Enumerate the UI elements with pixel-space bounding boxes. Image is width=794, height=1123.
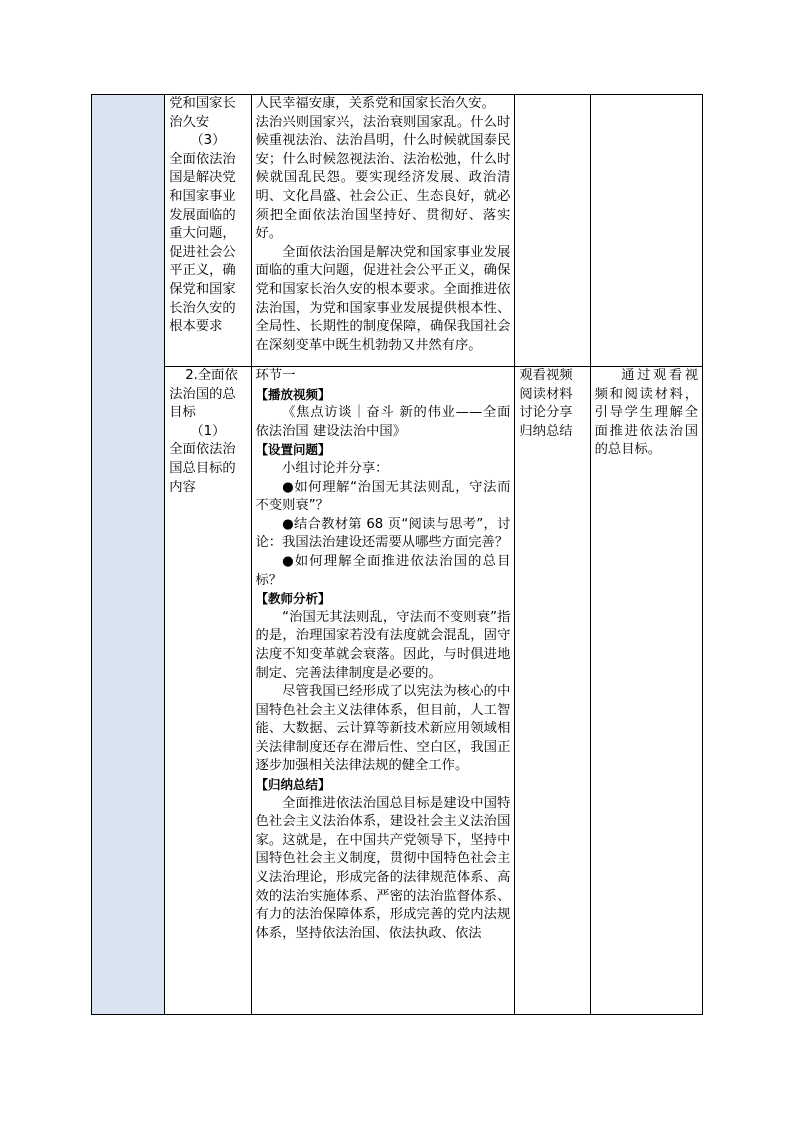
- question-item: ●如何理解“治国无其法则乱，守法而不变则衰”？: [255, 479, 511, 514]
- student-activity-cell: 观看视频阅读材料讨论分享归纳总结: [515, 367, 590, 1015]
- summary-heading: 【归纳总结】: [255, 777, 331, 793]
- topic-cell: [165, 367, 251, 1015]
- step-label: 环节一: [255, 368, 296, 383]
- content-cell: [251, 95, 515, 367]
- lesson-plan-table: [91, 94, 703, 1015]
- question-intro: 小组讨论并分享：: [282, 460, 389, 476]
- topic-number: （3）: [190, 133, 226, 149]
- analysis-heading: 【教师分析】: [255, 591, 331, 607]
- video-heading: 【播放视频】: [255, 386, 331, 402]
- content-paragraph: 全面依法治国是解决党和国家事业发展面临的重大问题，促进社会公平正义，确保党和国家长治久安的根本要求。全面推进依法治国，为党和国家事业发展提供根本性、全局性、长期性的制度保障，确保我国社会在深刻变革中既生机勃勃又井然有序。: [255, 244, 511, 353]
- topic-cell: [165, 95, 251, 367]
- table-row: [92, 95, 703, 367]
- summary-paragraph: 全面推进依法治国总目标是建设中国特色社会主义法治体系，建设社会主义法治国家。这就是，在中国共产党领导下，坚持中国特色社会主义制度，贯彻中国特色社会主义法治理论，形成完备的法律规范体系、高效的法治实施体系、严密的法治监督体系、有力的法治保障体系，形成完善的党内法规体系，坚持依法治国、依法执政、依法: [255, 795, 511, 941]
- content-paragraph: 人民幸福安康，关系党和国家长治久安。: [255, 96, 495, 111]
- student-activity-cell: [515, 95, 590, 367]
- question-item: ●结合教材第 68 页“阅读与思考”，讨论：我国法治建设还需要从哪些方面完善？: [255, 516, 511, 551]
- design-intent-cell: 通过观看视频和阅读材料，引导学生理解全面推进依法治国的总目标。: [590, 367, 702, 1015]
- table-row: [92, 367, 703, 1015]
- content-cell: [251, 367, 515, 1015]
- topic-title: 党和国家长治久安: [169, 96, 236, 130]
- analysis-paragraph: “治国无其法则乱，守法而不变则衰”指的是，治理国家若没有法度就会混乱，固守法度不知变革就会衰落。因此，与时俱进地制定、完善法律制度是必要的。: [255, 609, 511, 681]
- topic-number: （1）: [190, 423, 226, 439]
- section-side-cell: [92, 95, 165, 1015]
- topic-title: 2.全面依法治国的总目标: [169, 368, 238, 421]
- video-text: 《焦点访谈｜奋斗 新的伟业——全面依法治国 建设法治中国》: [255, 405, 511, 439]
- topic-text: 全面依法治国是解决党和国家事业发展面临的重大问题，促进社会公平正义，确保党和国家长治久安的根本要求: [169, 151, 236, 335]
- content-paragraph: 法治兴则国家兴，法治衰则国家乱。什么时候重视法治、法治昌明，什么时候就国泰民安；什么时候忽视法治、法治松弛，什么时候就国乱民怨。要实现经济发展、政治清明、文化昌盛、社会公正、生态良好，就必须把全面依法治国坚持好、贯彻好、落实好。: [255, 114, 511, 242]
- topic-text: 全面依法治国总目标的内容: [169, 442, 236, 495]
- analysis-paragraph: 尽管我国已经形成了以宪法为核心的中国特色社会主义法律体系，但目前，人工智能、大数据、云计算等新技术新应用领域相关法律制度还存在滞后性、空白区，我国正逐步加强相关法律法规的健全工作。: [255, 684, 511, 774]
- question-heading: 【设置问题】: [255, 442, 331, 458]
- design-intent-cell: [590, 95, 702, 367]
- question-item: ●如何理解全面推进依法治国的总目标？: [255, 553, 511, 588]
